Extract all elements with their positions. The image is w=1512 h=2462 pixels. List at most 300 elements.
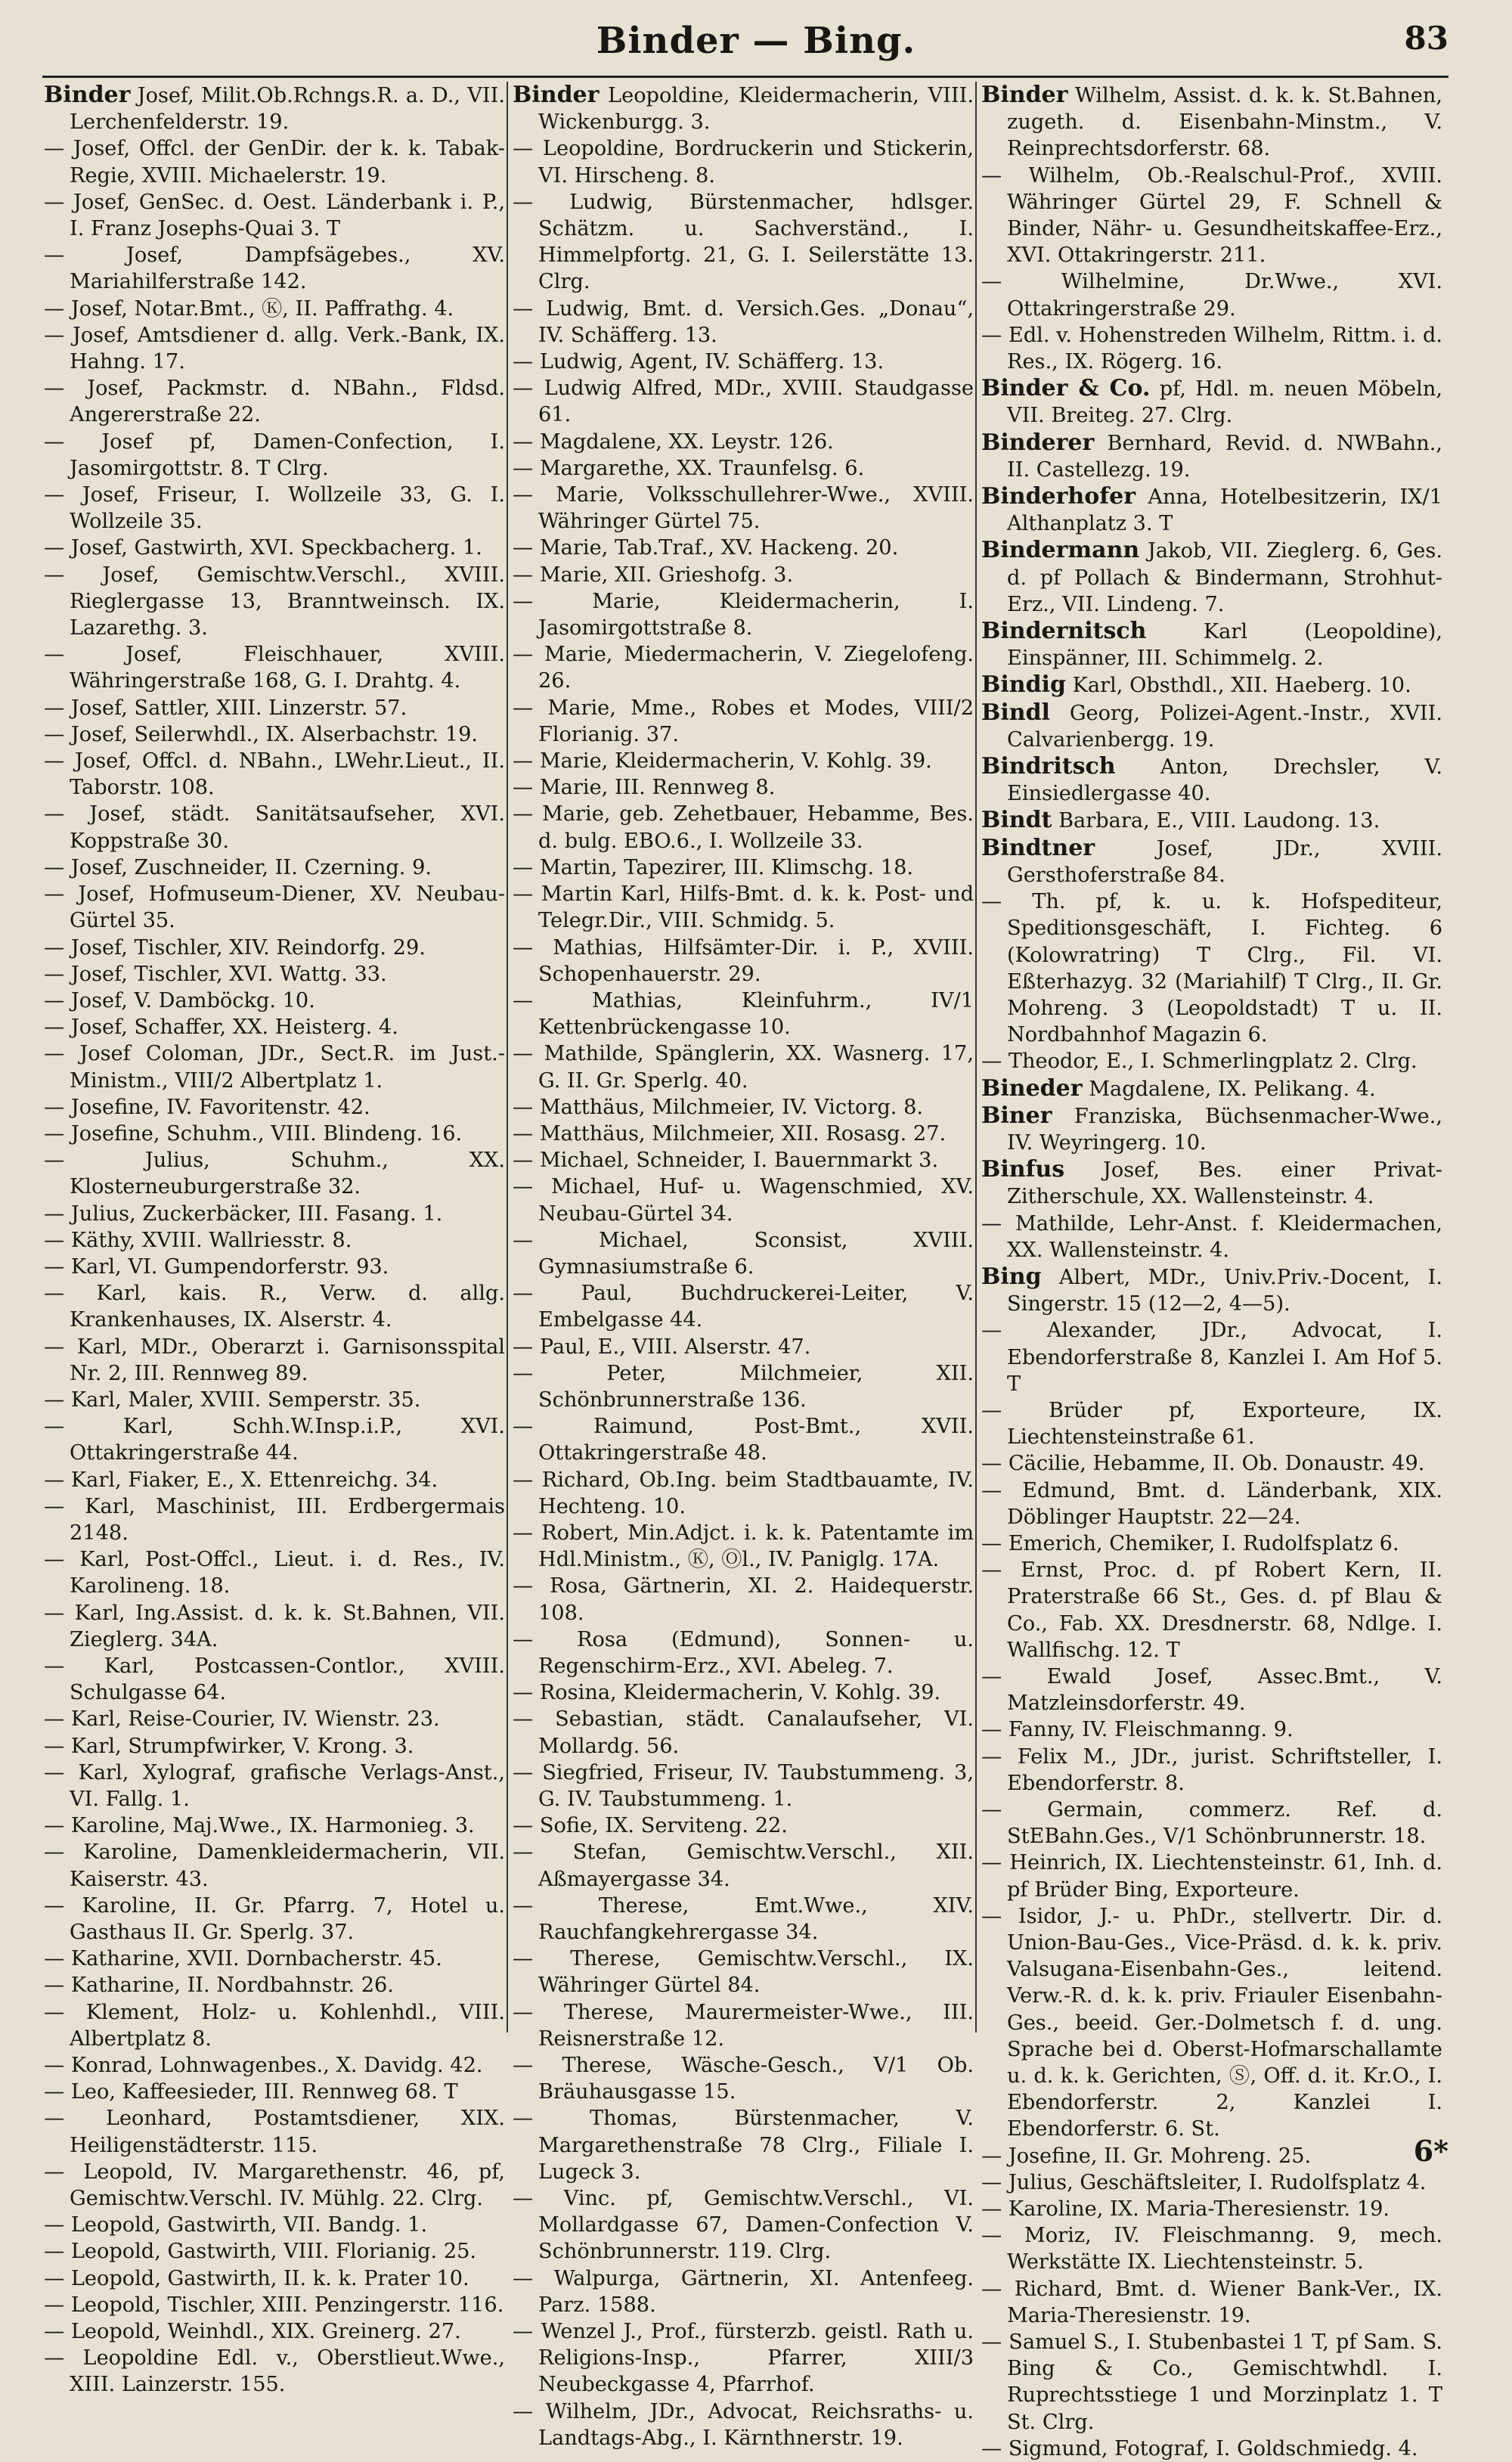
entry-text: — Josef, Seilerwhdl., IX. Alserbachstr. 19. <box>44 722 479 746</box>
directory-entry <box>981 1317 1442 1397</box>
entry-text: — Michael, Sconsist, XVIII. Gymnasiumstraße 6. <box>513 1228 974 1279</box>
entry-text: — Josef, Offcl. d. NBahn., LWehr.Lieut., II. Taborstr. 108. <box>44 749 505 800</box>
entry-text: — Josef, Notar.Bmt., Ⓚ, II. Paffrathg. 4. <box>44 296 454 321</box>
directory-entry <box>513 774 974 801</box>
page-header <box>0 20 1512 65</box>
entry-text: — Käthy, XVIII. Wallriesstr. 8. <box>44 1228 352 1252</box>
entry-text: — Leopold, Gastwirth, II. k. k. Prater 10. <box>44 2266 469 2290</box>
directory-entry <box>44 2052 505 2079</box>
directory-entry <box>513 1946 974 1998</box>
directory-entry <box>44 2292 505 2318</box>
entry-text: — Peter, Milchmeier, XII. Schönbrunnerstraße 136. <box>513 1361 974 1412</box>
directory-entry <box>44 2265 505 2292</box>
directory-entry <box>981 2169 1442 2196</box>
entry-text: — Matthäus, Milchmeier, XII. Rosasg. 27. <box>513 1121 947 1146</box>
directory-entry <box>981 2196 1442 2222</box>
directory-entry <box>44 748 505 801</box>
entry-text: — Julius, Schuhm., XX. Klosterneuburgerstraße 32. <box>44 1149 505 1199</box>
entry-text: — Felix M., JDr., jurist. Schriftsteller, I. Ebendorferstr. 8. <box>981 1744 1442 1795</box>
entry-text: — Walpurga, Gärtnerin, XI. Antenfeeg. Parz. 1588. <box>513 2266 974 2317</box>
directory-entry <box>44 1280 505 1333</box>
directory-entry <box>513 1706 974 1759</box>
directory-entry <box>44 1653 505 1706</box>
directory-entry <box>513 801 974 854</box>
entry-text: — Julius, Geschäftsleiter, I. Rudolfsplatz 4. <box>981 2170 1427 2194</box>
directory-entry <box>44 82 505 135</box>
directory-entry <box>981 2222 1442 2275</box>
entry-text: — Therese, Emt.Wwe., XIV. Rauchfangkehrergasse 34. <box>513 1893 974 1945</box>
entry-text: — Leopold, Gastwirth, VII. Bandg. 1. <box>44 2213 428 2237</box>
entry-text: — Karl, VI. Gumpendorferstr. 93. <box>44 1254 389 1279</box>
directory-entry <box>981 2143 1442 2169</box>
directory-entry <box>513 562 974 588</box>
directory-entry <box>981 1557 1442 1664</box>
entry-text: — Karl, Maschinist, III. Erdbergermais 2148. <box>44 1494 505 1545</box>
entry-text: — Rosina, Kleidermacherin, V. Kohlg. 39. <box>513 1681 941 1705</box>
directory-entry <box>513 1413 974 1466</box>
directory-entry <box>981 429 1442 483</box>
entry-text: — Siegfried, Friseur, IV. Taubstummeng. 3, G. IV. Taubstummeng. 1. <box>513 1760 974 1811</box>
entry-text: — Karl, Post-Offcl., Lieut. i. d. Res., IV. Karolineng. 18. <box>44 1548 505 1598</box>
directory-entry <box>44 1999 505 2052</box>
entry-text: Josef, Bes. einer Privat-Zitherschule, XX. Wallensteinstr. 4. <box>1007 1158 1442 1209</box>
surname: Bindermann <box>981 537 1140 564</box>
directory-entry <box>44 1413 505 1466</box>
directory-entry <box>513 1839 974 1892</box>
directory-entry <box>44 1467 505 1493</box>
entry-text: — Wenzel J., Prof., fürsterzb. geistl. Rath u. Religions-Insp., Pfarrer, XIII/3 Neubeckgasse 4, Pfarrhof. <box>513 2320 974 2397</box>
directory-entry <box>44 1893 505 1946</box>
directory-entry <box>44 1014 505 1040</box>
directory-entry <box>981 753 1442 807</box>
directory-entry <box>44 322 505 375</box>
entry-text: — Robert, Min.Adjct. i. k. k. Patentamte im Hdl.Ministm., Ⓚ, Ⓞl., IV. Paniglg. 17A. <box>513 1521 974 1572</box>
directory-entry <box>981 1797 1442 1850</box>
directory-entry <box>44 2238 505 2265</box>
entry-text: Albert, MDr., Univ.Priv.-Docent, I. Singerstr. 15 (12—2, 4—5). <box>1007 1265 1442 1316</box>
directory-entry <box>981 1530 1442 1557</box>
entry-text: — Leopold, IV. Margarethenstr. 46, pf, Gemischtw.Verschl. IV. Mühlg. 22. Clrg. <box>44 2160 505 2211</box>
directory-entry <box>513 455 974 482</box>
entry-text: — Karl, Schh.W.Insp.i.P., XVI. Ottakringerstraße 44. <box>44 1415 505 1465</box>
entry-text: — Julius, Zuckerbäcker, III. Fasang. 1. <box>44 1202 443 1226</box>
entry-text: — Josef, GenSec. d. Oest. Länderbank i. P., I. Franz Josephs-Quai 3. T <box>44 190 505 241</box>
directory-entry <box>513 854 974 881</box>
directory-entry <box>44 2212 505 2238</box>
surname: Bing <box>981 1263 1042 1290</box>
entry-text: Karl (Leopoldine), Einspänner, III. Schimmelg. 2. <box>1007 620 1442 671</box>
entry-text: — Samuel S., I. Stubenbastei 1 T, pf Sam. S. Bing & Co., Gemischtwhdl. I. Ruprechtsstiege 1 und Morzinplatz 1. T St. Clrg. <box>981 2330 1442 2434</box>
entry-text: — Richard, Bmt. d. Wiener Bank-Ver., IX. Maria-Theresienstr. 19. <box>981 2277 1442 2327</box>
entry-text: — Sofie, IX. Serviteng. 22. <box>513 1814 788 1838</box>
directory-entry <box>513 189 974 296</box>
entry-text: — Ludwig, Bürstenmacher, hdlsger. Schätzm. u. Sachverständ., I. Himmelpfortg. 21, G. I. Seilerstätte 13. Clrg. <box>513 190 974 294</box>
entry-text: — Fanny, IV. Fleischmanng. 9. <box>981 1718 1294 1742</box>
directory-entry <box>981 1450 1442 1477</box>
directory-entry <box>513 935 974 988</box>
directory-entry <box>513 588 974 641</box>
directory-entry <box>513 1360 974 1413</box>
entry-text: — Edl. v. Hohenstreden Wilhelm, Rittm. i. d. Res., IX. Rögerg. 16. <box>981 323 1442 374</box>
entry-text: — Leonhard, Postamtsdiener, XIX. Heiligenstädterstr. 115. <box>44 2107 505 2157</box>
directory-entry <box>981 1850 1442 1902</box>
entry-text: — Therese, Wäsche-Gesch., V/1 Ob. Bräuhausgasse 15. <box>513 2054 974 2104</box>
entry-text: — Magdalene, XX. Leystr. 126. <box>513 429 834 454</box>
page-title: Binder — Bing. <box>596 20 916 62</box>
directory-entry <box>513 482 974 535</box>
surname: Bindt <box>981 807 1052 834</box>
surname: Binderer <box>981 429 1095 456</box>
directory-entry <box>513 988 974 1040</box>
directory-entry <box>44 1254 505 1280</box>
entry-text: — Karl, Postcassen-Contlor., XVIII. Schulgasse 64. <box>44 1654 505 1705</box>
directory-entry <box>44 1227 505 1254</box>
directory-entry <box>44 482 505 535</box>
entry-text: — Wilhelmine, Dr.Wwe., XVI. Ottakringerstraße 29. <box>981 270 1442 321</box>
directory-entry <box>44 1972 505 1998</box>
directory-entry <box>513 1121 974 1147</box>
entry-text: — Josefine, Schuhm., VIII. Blindeng. 16. <box>44 1121 463 1146</box>
entry-text: — Karoline, Maj.Wwe., IX. Harmonieg. 3. <box>44 1814 475 1838</box>
entry-text: — Germain, commerz. Ref. d. StEBahn.Ges., V/1 Schönbrunnerstr. 18. <box>981 1798 1442 1849</box>
entry-text: — Josef, Sattler, XIII. Linzerstr. 57. <box>44 696 407 720</box>
directory-entry <box>44 988 505 1014</box>
entry-text: — Josef, Tischler, XIV. Reindorfg. 29. <box>44 935 426 960</box>
directory-entry <box>513 1679 974 1706</box>
directory-entry <box>981 888 1442 1048</box>
directory-entry <box>981 82 1442 163</box>
entry-text: — Isidor, J.- u. PhDr., stellvertr. Dir. d. Union-Bau-Ges., Vice-Präsd. d. k. k. priv. Valsugana-Eisenbahn-Ges., leitend. Verw.-R. d. k. k. priv. Friauler Eisenbahn-Ges., beeid. Ger.-Dolmetsch f. d. ung. Sprache bei d. Oberst-Hofmarschallamte u. d. k. k. Gerichten, Ⓢ, Off. d. it. Kr.O., I. Ebendorferstr. 2, Kanzlei I. Ebendorferstr. 6. St. <box>981 1904 1442 2141</box>
page-number: 83 <box>1404 20 1448 57</box>
directory-entry <box>513 1040 974 1093</box>
directory-entry <box>44 1334 505 1387</box>
directory-entry <box>513 881 974 934</box>
directory-entry <box>513 375 974 428</box>
entry-text: — Matthäus, Milchmeier, IV. Victorg. 8. <box>513 1095 924 1119</box>
directory-entry <box>513 1174 974 1226</box>
entry-text: — Josef, V. Damböckg. 10. <box>44 988 315 1012</box>
entry-text: — Karoline, IX. Maria-Theresienstr. 19. <box>981 2197 1390 2222</box>
directory-entry <box>513 1812 974 1839</box>
directory-entry <box>981 163 1442 269</box>
header-rule <box>42 76 1448 78</box>
entry-text: Anton, Drechsler, V. Einsiedlergasse 40. <box>1007 755 1442 806</box>
entry-text: Wilhelm, Assist. d. k. k. St.Bahnen, zugeth. d. Eisenbahn-Minstm., V. Reinprechtsdorferstr. 68. <box>1007 84 1442 161</box>
surname: Bineder <box>981 1074 1083 1102</box>
surname: Binder & Co. <box>981 375 1151 402</box>
directory-entry <box>513 82 974 135</box>
directory-entry <box>44 935 505 961</box>
directory-entry <box>513 2265 974 2318</box>
column-right <box>981 82 1442 2460</box>
entry-text: — Katharine, XVII. Dornbacherstr. 45. <box>44 1947 442 1971</box>
entry-text: — Moriz, IV. Fleischmanng. 9, mech. Werkstätte IX. Liechtensteinstr. 5. <box>981 2224 1442 2274</box>
entry-text: Barbara, E., VIII. Laudong. 13. <box>1058 809 1380 833</box>
entry-text: — Rosa (Edmund), Sonnen- u. Regenschirm-Erz., XVI. Abeleg. 7. <box>513 1627 974 1678</box>
entry-text: — Josef, Packmstr. d. NBahn., Fldsd. Angererstraße 22. <box>44 377 505 427</box>
entry-text: — Leopoldine, Bordruckerin und Stickerin, VI. Hirscheng. 8. <box>513 137 974 188</box>
entry-text: — Ludwig, Bmt. d. Versich.Ges. „Donau“, IV. Schäfferg. 13. <box>513 296 974 347</box>
directory-entry <box>981 835 1442 888</box>
directory-entry <box>981 1744 1442 1797</box>
directory-entry <box>44 2318 505 2345</box>
column-divider <box>975 82 977 2033</box>
entry-text: — Josefine, IV. Favoritenstr. 42. <box>44 1095 370 1119</box>
entry-text: — Karl, Reise-Courier, IV. Wienstr. 23. <box>44 1707 440 1732</box>
entry-text: — Marie, Kleidermacherin, V. Kohlg. 39. <box>513 749 932 774</box>
directory-entry <box>981 1903 1442 2143</box>
entry-text: — Sigmund, Fotograf, I. Goldschmiedg. 4. <box>981 2436 1418 2460</box>
directory-entry <box>44 296 505 322</box>
directory-entry <box>513 1999 974 2052</box>
entry-text: Franziska, Büchsenmacher-Wwe., IV. Weyringerg. 10. <box>1007 1104 1442 1155</box>
entry-text: — Therese, Gemischtw.Verschl., IX. Währinger Gürtel 84. <box>513 1947 974 1998</box>
entry-text: Bernhard, Revid. d. NWBahn., II. Castellezg. 19. <box>1007 431 1442 482</box>
entry-text: — Marie, Miedermacherin, V. Ziegelofeng. 26. <box>513 643 974 693</box>
entry-text: pf, Hdl. m. neuen Möbeln, VII. Breiteg. 27. Clrg. <box>1007 377 1442 428</box>
directory-entry <box>44 1387 505 1413</box>
surname: Binder <box>513 82 600 108</box>
directory-entry <box>44 189 505 242</box>
directory-entry <box>44 961 505 988</box>
directory-entry <box>981 699 1442 753</box>
entry-text: — Karl, Ing.Assist. d. k. k. St.Bahnen, VII. Zieglerg. 34A. <box>44 1601 505 1651</box>
entry-text: — Josef, Zuschneider, II. Czerning. 9. <box>44 855 432 879</box>
directory-entry <box>513 2185 974 2265</box>
entry-text: — Josefine, II. Gr. Mohreng. 25. <box>981 2144 1312 2168</box>
directory-entry <box>44 881 505 934</box>
entry-text: — Edmund, Bmt. d. Länderbank, XIX. Döblinger Hauptstr. 22—24. <box>981 1478 1442 1529</box>
directory-entry <box>44 1600 505 1653</box>
entry-text: — Cäcilie, Hebamme, II. Ob. Donaustr. 49. <box>981 1452 1425 1476</box>
directory-entry <box>513 1334 974 1360</box>
entry-text: — Mathias, Hilfsämter-Dir. i. P., XVIII. Schopenhauerstr. 29. <box>513 935 974 986</box>
directory-entry <box>513 1626 974 1679</box>
directory-entry <box>513 1893 974 1946</box>
entry-text: — Josef pf, Damen-Confection, I. Jasomirgottstr. 8. T Clrg. <box>44 429 505 480</box>
surname: Bindig <box>981 671 1066 699</box>
directory-entry <box>513 1467 974 1520</box>
directory-entry <box>981 1156 1442 1210</box>
directory-entry <box>981 483 1442 537</box>
entry-text: — Karoline, Damenkleidermacherin, VII. Kaiserstr. 43. <box>44 1840 505 1891</box>
column-left <box>44 82 505 2397</box>
directory-entry <box>44 2105 505 2158</box>
entry-text: — Karl, MDr., Oberarzt i. Garnisonsspital Nr. 2, III. Rennweg 89. <box>44 1335 505 1385</box>
entry-text: — Marie, Mme., Robes et Modes, VIII/2 Florianig. 37. <box>513 696 974 746</box>
entry-text: — Ernst, Proc. d. pf Robert Kern, II. Praterstraße 66 St., Ges. d. pf Blau & Co., Fab. XX. Dresdnerstr. 68, Ndlge. I. Wallfischg. 12. T <box>981 1558 1442 1662</box>
directory-entry <box>513 1094 974 1121</box>
directory-entry <box>44 1094 505 1121</box>
entry-text: — Emerich, Chemiker, I. Rudolfsplatz 6. <box>981 1531 1399 1555</box>
entry-text: Josef, Milit.Ob.Rchngs.R. a. D., VII. Lerchenfelderstr. 19. <box>70 84 505 135</box>
entry-text: Magdalene, IX. Pelikang. 4. <box>1089 1077 1376 1101</box>
directory-entry <box>513 2052 974 2105</box>
surname: Bindritsch <box>981 753 1116 780</box>
entry-text: — Marie, III. Rennweg 8. <box>513 776 776 800</box>
entry-text: — Josef, städt. Sanitätsaufseher, XVI. Koppstraße 30. <box>44 802 505 853</box>
entry-text: — Richard, Ob.Ing. beim Stadtbauamte, IV. Hechteng. 10. <box>513 1468 974 1518</box>
entry-text: — Leo, Kaffeesieder, III. Rennweg 68. T <box>44 2080 458 2104</box>
entry-text: Anna, Hotelbesitzerin, IX/1 Althanplatz 3. T <box>1007 485 1442 536</box>
directory-entry <box>44 695 505 721</box>
directory-entry <box>981 1478 1442 1530</box>
entry-text: — Leopoldine Edl. v., Oberstlieut.Wwe., XIII. Lainzerstr. 155. <box>44 2346 505 2397</box>
directory-entry <box>981 537 1442 618</box>
entry-text: — Josef, Schaffer, XX. Heisterg. 4. <box>44 1015 398 1040</box>
directory-entry <box>981 1264 1442 1317</box>
directory-entry <box>44 1706 505 1732</box>
entry-text: — Raimund, Post-Bmt., XVII. Ottakringerstraße 48. <box>513 1415 974 1465</box>
entry-text: — Karl, kais. R., Verw. d. allg. Krankenhauses, IX. Alserstr. 4. <box>44 1282 505 1332</box>
directory-entry <box>513 1760 974 1812</box>
entry-text: — Vinc. pf, Gemischtw.Verschl., VI. Mollardgasse 67, Damen-Confection V. Schönbrunnerstr. 119. Clrg. <box>513 2187 974 2264</box>
column-divider <box>507 82 508 2033</box>
entry-text: — Konrad, Lohnwagenbes., X. Davidg. 42. <box>44 2054 483 2078</box>
entry-text: — Rosa, Gärtnerin, XI. 2. Haidequerstr. 108. <box>513 1574 974 1625</box>
directory-entry <box>44 721 505 748</box>
entry-text: — Ludwig Alfred, MDr., XVIII. Staudgasse 61. <box>513 377 974 427</box>
directory-entry <box>513 135 974 188</box>
directory-entry <box>981 807 1442 834</box>
directory-entry <box>44 1493 505 1546</box>
entry-text: — Ewald Josef, Assec.Bmt., V. Matzleinsdorferstr. 49. <box>981 1664 1442 1716</box>
directory-entry <box>513 296 974 349</box>
entry-text: — Wilhelm, JDr., Advocat, Reichsraths- u. Landtags-Abg., I. Kärnthnerstr. 19. <box>513 2399 974 2450</box>
entry-text: — Sebastian, städt. Canalaufseher, VI. Mollardg. 56. <box>513 1707 974 1758</box>
entry-text: — Josef, Dampfsägebes., XV. Mariahilferstraße 142. <box>44 243 505 294</box>
entry-text: — Josef, Hofmuseum-Diener, XV. Neubau-Gürtel 35. <box>44 882 505 933</box>
entry-text: Jakob, VII. Zieglerg. 6, Ges. d. pf Pollach & Bindermann, Strohhut-Erz., VII. Lindeng. 7. <box>1007 539 1442 616</box>
directory-entry <box>44 535 505 561</box>
entry-text: — Leopold, Tischler, XIII. Penzingerstr. 116. <box>44 2293 504 2317</box>
entry-text: — Karl, Strumpfwirker, V. Krong. 3. <box>44 1734 414 1758</box>
entry-text: — Mathilde, Spänglerin, XX. Wasnerg. 17, G. II. Gr. Sperlg. 40. <box>513 1042 974 1093</box>
surname: Biner <box>981 1102 1052 1129</box>
entry-text: — Josef Coloman, JDr., Sect.R. im Just.-Ministm., VIII/2 Albertplatz 1. <box>44 1042 505 1093</box>
directory-entry <box>513 535 974 561</box>
directory-entry <box>44 1147 505 1200</box>
entry-text: — Martin Karl, Hilfs-Bmt. d. k. k. Post- und Telegr.Dir., VIII. Schmidg. 5. <box>513 882 974 933</box>
entry-text: — Karoline, II. Gr. Pfarrg. 7, Hotel u. Gasthaus II. Gr. Sperlg. 37. <box>44 1893 505 1945</box>
entry-text: — Josef, Gastwirth, XVI. Speckbacherg. 1. <box>44 536 482 560</box>
directory-entry <box>44 135 505 188</box>
entry-text: — Margarethe, XX. Traunfelsg. 6. <box>513 456 865 480</box>
entry-text: — Michael, Schneider, I. Bauernmarkt 3. <box>513 1149 939 1173</box>
directory-entry <box>981 2329 1442 2436</box>
entry-text: — Marie, Kleidermacherin, I. Jasomirgottstraße 8. <box>513 589 974 640</box>
directory-entry <box>44 2159 505 2212</box>
entry-text: — Therese, Maurermeister-Wwe., III. Reisnerstraße 12. <box>513 2000 974 2051</box>
entry-text: — Paul, E., VIII. Alserstr. 47. <box>513 1335 811 1359</box>
directory-entry <box>44 375 505 428</box>
directory-entry <box>981 1102 1442 1156</box>
directory-entry <box>44 1546 505 1599</box>
entry-text: — Josef, Amtsdiener d. allg. Verk.-Bank, IX. Hahng. 17. <box>44 323 505 374</box>
directory-entry <box>981 1211 1442 1264</box>
entry-text: — Klement, Holz- u. Kohlenhdl., VIII. Albertplatz 8. <box>44 2000 505 2051</box>
directory-entry <box>44 1121 505 1147</box>
directory-entry <box>981 375 1442 429</box>
directory-entry <box>44 801 505 854</box>
directory-entry <box>513 2318 974 2398</box>
directory-entry <box>981 1048 1442 1074</box>
entry-text: — Marie, XII. Grieshofg. 3. <box>513 563 794 587</box>
entry-text: — Martin, Tapezirer, III. Klimschg. 18. <box>513 855 914 879</box>
entry-text: — Marie, geb. Zehetbauer, Hebamme, Bes. d. bulg. EBO.6., I. Wollzeile 33. <box>513 802 974 853</box>
entry-text: — Josef, Friseur, I. Wollzeile 33, G. I. Wollzeile 35. <box>44 483 505 534</box>
directory-entry <box>44 1839 505 1892</box>
entry-text: — Leopold, Weinhdl., XIX. Greinerg. 27. <box>44 2320 461 2344</box>
directory-entry <box>981 2436 1442 2462</box>
entry-text: — Josef, Tischler, XVI. Wattg. 33. <box>44 962 387 986</box>
entry-text: — Josef, Gemischtw.Verschl., XVIII. Rieglergasse 13, Branntweinsch. IX. Lazarethg. 3. <box>44 563 505 640</box>
entry-text: — Alexander, JDr., Advocat, I. Ebendorferstraße 8, Kanzlei I. Am Hof 5. T <box>981 1319 1442 1396</box>
surname: Bindtner <box>981 834 1095 861</box>
entry-text: — Leopold, Gastwirth, VIII. Florianig. 25. <box>44 2240 477 2264</box>
directory-entry <box>513 1227 974 1280</box>
directory-entry <box>981 618 1442 671</box>
entry-text: Karl, Obsthdl., XII. Haeberg. 10. <box>1072 674 1411 698</box>
entry-text: Georg, Polizei-Agent.-Instr., XVII. Calvarienbergg. 19. <box>1007 701 1442 752</box>
directory-entry <box>513 1573 974 1626</box>
directory-entry <box>981 2276 1442 2329</box>
entry-text: — Karl, Fiaker, E., X. Ettenreichg. 34. <box>44 1468 438 1492</box>
directory-entry <box>44 1760 505 1812</box>
entry-text: — Ludwig, Agent, IV. Schäfferg. 13. <box>513 350 885 374</box>
entry-text: — Th. pf, k. u. k. Hofspediteur, Speditionsgeschäft, I. Fichteg. 6 (Kolowratring) T Clrg., Fil. VI. Eßterhazyg. 32 (Mariahilf) T Clrg., II. Gr. Mohreng. 3 (Leopoldstadt) T u. II. Nordbahnhof Magazin 6. <box>981 890 1442 1047</box>
entry-text: — Katharine, II. Nordbahnstr. 26. <box>44 1974 394 1998</box>
entry-text: Leopoldine, Kleidermacherin, VIII. Wickenburgg. 3. <box>538 84 974 135</box>
entry-text: — Brüder pf, Exporteure, IX. Liechtensteinstraße 61. <box>981 1398 1442 1450</box>
directory-entry <box>513 748 974 774</box>
directory-entry <box>981 1664 1442 1716</box>
directory-entry <box>44 854 505 881</box>
directory-entry <box>513 349 974 375</box>
directory-entry <box>981 671 1442 699</box>
directory-entry <box>44 429 505 482</box>
directory-entry <box>44 1201 505 1227</box>
entry-text: — Karl, Maler, XVIII. Semperstr. 35. <box>44 1388 421 1412</box>
surname: Bindernitsch <box>981 618 1147 645</box>
surname: Binfus <box>981 1156 1065 1183</box>
surname: Binder <box>44 82 131 108</box>
entry-text: — Karl, Xylograf, grafische Verlags-Anst., VI. Fallg. 1. <box>44 1760 505 1811</box>
surname: Binder <box>981 82 1068 108</box>
directory-entry <box>513 695 974 748</box>
entry-text: — Heinrich, IX. Liechtensteinstr. 61, Inh. d. pf Brüder Bing, Exporteure. <box>981 1851 1442 1902</box>
entry-text: — Mathilde, Lehr-Anst. f. Kleidermachen, XX. Wallensteinstr. 4. <box>981 1211 1442 1262</box>
directory-entry <box>981 322 1442 375</box>
entry-text: — Paul, Buchdruckerei-Leiter, V. Embelgasse 44. <box>513 1282 974 1332</box>
entry-text: — Mathias, Kleinfuhrm., IV/1 Kettenbrückengasse 10. <box>513 988 974 1040</box>
directory-entry <box>513 641 974 694</box>
entry-text: Josef, JDr., XVIII. Gersthoferstraße 84. <box>1007 836 1442 887</box>
directory-entry <box>513 1280 974 1333</box>
directory-entry <box>513 2398 974 2451</box>
entry-text: — Marie, Tab.Traf., XV. Hackeng. 20. <box>513 536 899 560</box>
directory-entry <box>44 1812 505 1839</box>
surname: Bindl <box>981 699 1050 726</box>
entry-text: — Michael, Huf- u. Wagenschmied, XV. Neubau-Gürtel 34. <box>513 1175 974 1226</box>
entry-text: — Josef, Offcl. der GenDir. der k. k. Tabak-Regie, XVIII. Michaelerstr. 19. <box>44 137 505 188</box>
entry-text: — Wilhelm, Ob.-Realschul-Prof., XVIII. Währinger Gürtel 29, F. Schnell & Binder, Nähr- u. Gesundheitskaffee-Erz., XVI. Ottakringerstr. 211. <box>981 163 1442 268</box>
entry-text: — Theodor, E., I. Schmerlingplatz 2. Clrg. <box>981 1050 1418 1074</box>
directory-entry <box>44 562 505 642</box>
directory-entry <box>44 641 505 694</box>
directory-entry <box>981 268 1442 321</box>
directory-entry <box>981 1716 1442 1743</box>
